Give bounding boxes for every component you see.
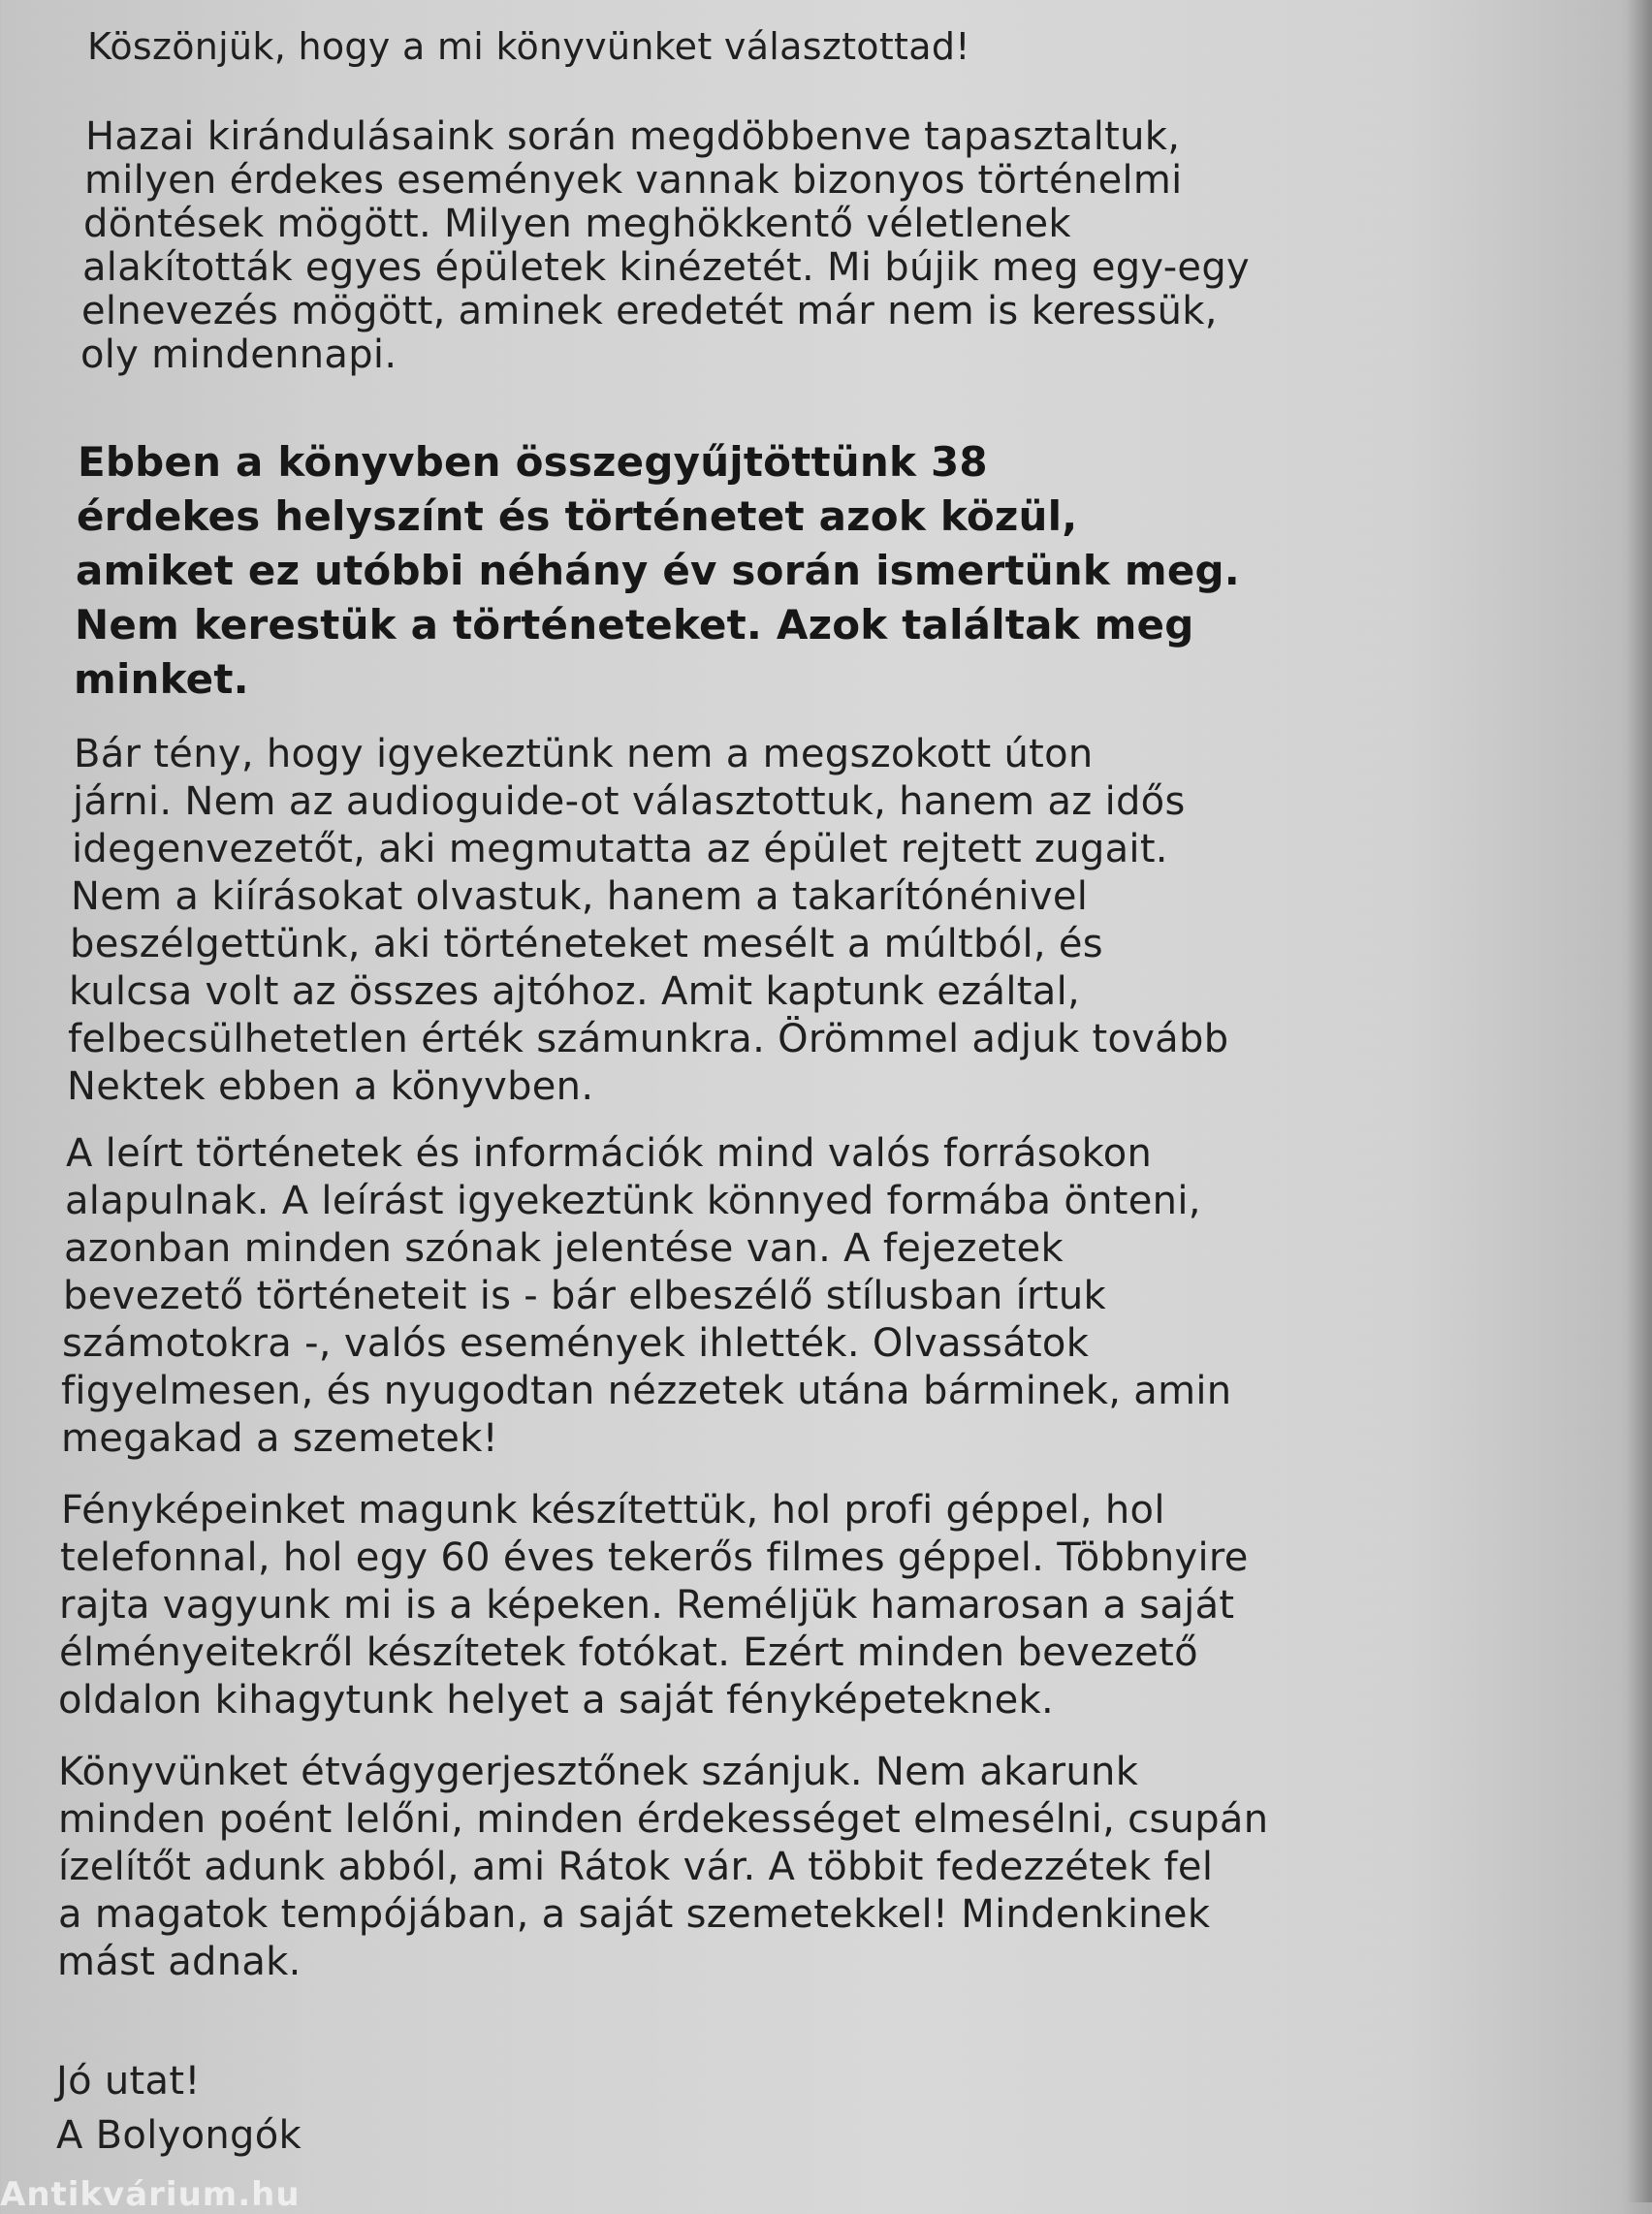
text-line: Könyvünket étvágygerjesztőnek szánjuk. Nem akarunk (58, 1750, 1139, 1794)
text-line: beszélgettünk, aki történeteket mesélt a múltból, és (70, 922, 1103, 966)
heading-line: amiket ez utóbbi néhány év során ismertünk meg. (76, 547, 1240, 594)
text-line: döntések mögött. Milyen meghökkentő véletlenek (83, 202, 1071, 246)
text-line: oldalon kihagytunk helyet a saját fényképeteknek. (58, 1678, 1055, 1723)
heading-line: Nem kerestük a történeteket. Azok találtak meg (75, 601, 1194, 648)
watermark: Antikvárium.hu (0, 2175, 301, 2214)
text-line: idegenvezetőt, aki megmutatta az épület rejtett zugait. (72, 827, 1168, 871)
text-line: rajta vagyunk mi is a képeken. Reméljük hamarosan a saját (59, 1583, 1235, 1628)
text-line: minden poént lelőni, minden érdekességet elmesélni, csupán (58, 1797, 1269, 1842)
text-line: felbecsülhetetlen érték számunkra. Örömmel adjuk tovább (68, 1017, 1229, 1061)
text-line: kulcsa volt az összes ajtóhoz. Amit kaptunk ezáltal, (69, 969, 1081, 1014)
text-line: Bár tény, hogy igyekeztünk nem a megszokott úton (74, 732, 1094, 776)
text-line: A leírt történetek és információk mind valós forrásokon (66, 1131, 1153, 1176)
text-line: azonban minden szónak jelentése van. A fejezetek (64, 1226, 1064, 1271)
closing-wish: Jó utat! (56, 2059, 201, 2103)
text-line: megakad a szemetek! (61, 1416, 498, 1461)
heading-line: érdekes helyszínt és történetet azok közül, (77, 492, 1078, 540)
text-line: oly mindennapi. (80, 332, 397, 377)
page-edge-shadow (1627, 0, 1652, 2202)
text-line: milyen érdekes események vannak bizonyos történelmi (84, 158, 1183, 203)
text-line: a magatok tempójában, a saját szemetekkel! Mindenkinek (58, 1892, 1211, 1937)
text-line: Hazai kirándulásaink során megdöbbenve tapasztaltuk, (85, 114, 1181, 159)
text-line: élményeitekről készítetek fotókat. Ezért minden bevezető (59, 1630, 1198, 1675)
text-line: telefonnal, hol egy 60 éves tekerős filmes géppel. Többnyire (60, 1535, 1249, 1580)
heading-line: minket. (74, 655, 249, 703)
text-line: számotokra -, valós események ihlették. Olvassátok (62, 1321, 1090, 1366)
text-line: mást adnak. (57, 1940, 302, 1984)
heading-line: Ebben a könyvben összegyűjtöttünk 38 (78, 438, 988, 486)
text-line: ízelítőt adunk abból, ami Rátok vár. A többit fedezzétek fel (58, 1845, 1214, 1889)
text-line: bevezető történeteit is - bár elbeszélő stílusban írtuk (63, 1274, 1106, 1318)
text-line: Fényképeinket magunk készítettük, hol profi géppel, hol (61, 1488, 1165, 1533)
text-line: alapulnak. A leírást igyekeztünk könnyed formába önteni, (65, 1179, 1201, 1223)
text-line: figyelmesen, és nyugodtan nézzetek utána bárminek, amin (61, 1369, 1232, 1413)
text-line: járni. Nem az audioguide-ot választottuk, hanem az idős (73, 779, 1186, 824)
greeting-line: Köszönjük, hogy a mi könyvünket választottad! (87, 25, 970, 68)
signature: A Bolyongók (56, 2113, 302, 2158)
text-line: elnevezés mögött, aminek eredetét már nem is keressük, (81, 289, 1218, 333)
text-line: Nektek ebben a könyvben. (67, 1064, 594, 1109)
text-line: alakították egyes épületek kinézetét. Mi bújik meg egy-egy (82, 245, 1251, 290)
text-line: Nem a kiírásokat olvastuk, hanem a takarítónénivel (71, 874, 1089, 919)
